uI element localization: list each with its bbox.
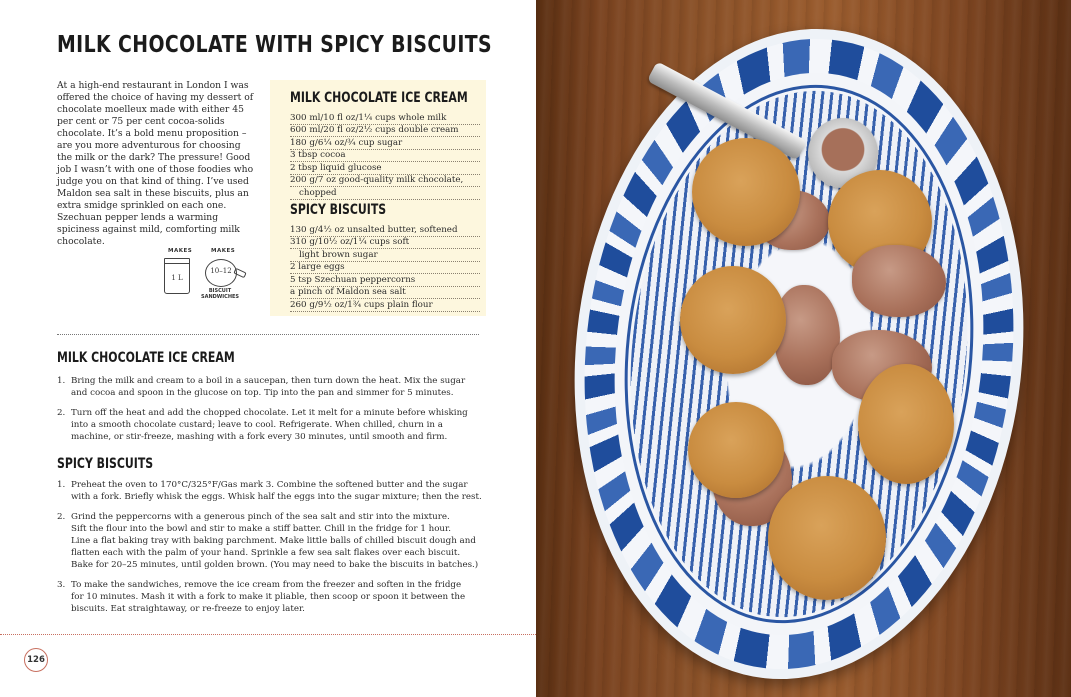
ingredient-item: 310 g/10½ oz/1¼ cups soft [290,237,480,250]
step-line: flatten each with the palm of your hand. Sprinkle a few sea salt flakes over each biscuit. [71,548,461,558]
method-steps-ice-cream [57,375,487,443]
method-step [57,407,487,443]
biscuit-sandwich-icon [205,259,237,287]
ingredient-item: 300 ml/10 fl oz/1¼ cups whole milk [290,112,480,125]
yield-sandwiches: 10–12 [210,267,232,275]
method-step [57,479,487,503]
biscuit [858,364,954,484]
step-number: 2. [57,408,66,418]
recipe-photo [536,0,1071,697]
step-line: and cocoa and spoon in the glucose on top. Tip into the pan and simmer for 5 minutes. [71,388,454,398]
method-step [57,511,487,571]
section-divider [57,334,479,335]
step-line: Bring the milk and cream to a boil in a saucepan, then turn down the heat. Mix the sugar [71,376,466,386]
ingredient-item: 3 tbsp cocoa [290,150,480,163]
step-line: Sift the flour into the bowl and stir to make a stiff batter. Chill in the fridge for 1 hour. [71,524,451,534]
ingredient-item: 260 g/9½ oz/1¾ cups plain flour [290,299,480,312]
recipe-intro: At a high-end restaurant in London I was offered the choice of having my dessert of chocolate moelleux made with either 45 per cent or 75 per cent cocoa-solids chocolate. It’s a bold menu proposition – are you more adventurous for choosing the milk or the dark? The pressure! Good job I wasn’t with one of those foodies who judge you on that kind of thing. I’ve used Maldon sea salt in these biscuits, plus an extra smidge sprinkled on each one. Szechuan pepper lends a warming spiciness against mild, comforting milk chocolate. [57,80,254,247]
ingredients-list-ice-cream [290,112,480,200]
ingredient-item: 180 g/6¼ oz/¾ cup sugar [290,137,480,150]
step-line: with a fork. Briefly whisk the eggs. Whisk half the eggs into the sugar mixture; then the rest. [71,492,482,502]
ingredients-heading-biscuits: SPICY BISCUITS [290,202,387,218]
footer-divider [0,634,536,635]
step-line: for 10 minutes. Mash it with a fork to make it pliable, then scoop or spoon it between the [71,592,466,602]
ingredient-item: 200 g/7 oz good-quality milk chocolate, [290,175,480,188]
ingredients-list-biscuits [290,224,480,312]
ingredient-item: 2 tbsp liquid glucose [290,162,480,175]
ingredient-item: light brown sugar [290,249,480,262]
method-steps-biscuits [57,479,487,615]
yield-icons [160,248,260,308]
step-number: 3. [57,580,66,590]
biscuit [768,476,886,600]
yield-unit [198,288,242,300]
step-number: 1. [57,480,66,490]
yield-unit-line-2: SANDWICHES [200,294,240,300]
step-line: into a smooth chocolate custard; leave to cool. Refrigerate. When chilled, churn in a [71,420,443,430]
method-heading-ice-cream: MILK CHOCOLATE ICE CREAM [57,350,235,366]
method-step [57,579,487,615]
ice-cream-filling [852,245,946,317]
step-line: Preheat the oven to 170°C/325°F/Gas mark 3. Combine the softened butter and the sugar [71,480,468,490]
ingredients-heading-ice-cream: MILK CHOCOLATE ICE CREAM [290,90,468,106]
yield-ice-cream: 1 L [171,274,183,282]
method-heading-biscuits: SPICY BISCUITS [57,456,154,472]
step-line: machine, or stir-freeze, mashing with a fork every 30 minutes, until smooth and firm. [71,432,448,442]
method-step [57,375,487,399]
ingredient-item: 5 tsp Szechuan peppercorns [290,274,480,287]
makes-label-1: MAKES [168,248,193,254]
step-number: 1. [57,376,66,386]
biscuit [692,138,800,246]
biscuit [688,402,784,498]
ingredients-panel [270,80,486,316]
page-number: 126 [24,648,48,672]
step-line: Line a flat baking tray with baking parchment. Make little balls of chilled biscuit dough and [71,536,476,546]
step-line: To make the sandwiches, remove the ice cream from the freezer and soften in the fridge [71,580,462,590]
step-number: 2. [57,512,66,522]
ingredient-item: 2 large eggs [290,262,480,275]
step-line: Grind the peppercorns with a generous pinch of the sea salt and stir into the mixture. [71,512,450,522]
yield-unit-line-1: BISCUIT [208,288,232,294]
ingredient-item: chopped [290,187,480,200]
ingredient-item: 600 ml/20 fl oz/2½ cups double cream [290,125,480,138]
ingredient-item: a pinch of Maldon sea salt [290,287,480,300]
cup-icon [164,258,190,294]
biscuit [680,266,786,374]
step-line: Turn off the heat and add the chopped chocolate. Let it melt for a minute before whisking [71,408,468,418]
recipe-title: MILK CHOCOLATE WITH SPICY BISCUITS [57,32,493,58]
step-line: Bake for 20–25 minutes, until golden brown. (You may need to bake the biscuits in batches.) [71,560,479,570]
makes-label-2: MAKES [211,248,236,254]
step-line: biscuits. Eat straightaway, or re-freeze to enjoy later. [71,604,305,614]
ingredient-item: 130 g/4½ oz unsalted butter, softened [290,224,480,237]
